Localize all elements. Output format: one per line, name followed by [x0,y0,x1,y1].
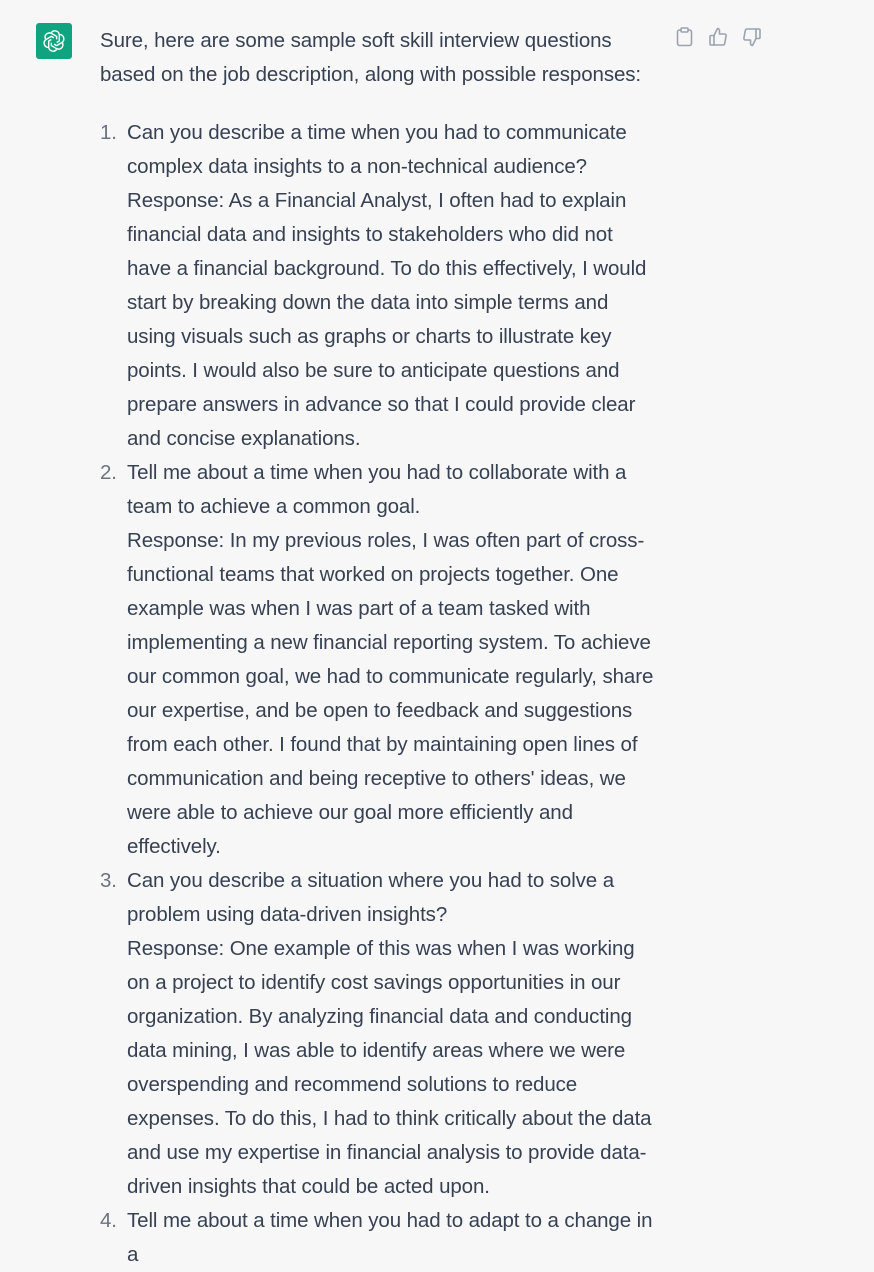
response-text: Response: One example of this was when I was working on a project to identify cost savings opportunities in our organization. By analyzing financial data and conducting data mining, I was able to identify areas where we were overspending and recommend solutions to reduce expenses. To do this, I had to think critically about the data and use my expertise in financial analysis to provide data-driven insights that could be acted upon. [127,937,652,1198]
thumbs-up-icon [708,27,728,47]
message-intro: Sure, here are some sample soft skill interview questions based on the job description, along with possible responses: [100,29,642,86]
response-text: Response: In my previous roles, I was often part of cross-functional teams that worked on projects together. One example was when I was part of a team tasked with implementing a new financial reporting system. To achieve our common goal, we had to communicate regularly, share our expertise, and be open to feedback and suggestions from each other. I found that by maintaining open lines of communication and being receptive to others' ideas, we were able to achieve our goal more efficiently and effectively. [127,529,654,858]
question-list [100,116,660,1272]
question-text: Tell me about a time when you had to collaborate with a team to achieve a common goal. [127,461,627,518]
item-number: 3. [100,869,117,892]
question-text: Tell me about a time when you had to adapt to a change in a [127,1209,653,1266]
openai-logo-icon [42,29,66,53]
item-number: 4. [100,1209,117,1232]
copy-button[interactable] [672,24,696,50]
response-text: Response: As a Financial Analyst, I often had to explain financial data and insights to stakeholders who did not have a financial background. To do this effectively, I would start by breaking down the data into simple terms and using visuals such as graphs or charts to illustrate key points. I would also be sure to anticipate questions and prepare answers in advance so that I could provide clear and concise explanations. [127,189,647,450]
list-item [100,864,660,1204]
dislike-button[interactable] [740,24,764,50]
thumbs-down-icon [742,27,762,47]
question-text: Can you describe a situation where you had to solve a problem using data-driven insights? [127,869,615,926]
list-item [100,116,660,456]
like-button[interactable] [706,24,730,50]
question-text: Can you describe a time when you had to communicate complex data insights to a non-technical audience? [127,121,627,178]
message-content [100,24,660,1272]
clipboard-icon [676,27,693,47]
item-number: 1. [100,121,117,144]
list-item [100,1204,660,1272]
list-item [100,456,660,864]
assistant-avatar [36,23,72,59]
item-number: 2. [100,461,117,484]
message-actions [672,24,764,50]
